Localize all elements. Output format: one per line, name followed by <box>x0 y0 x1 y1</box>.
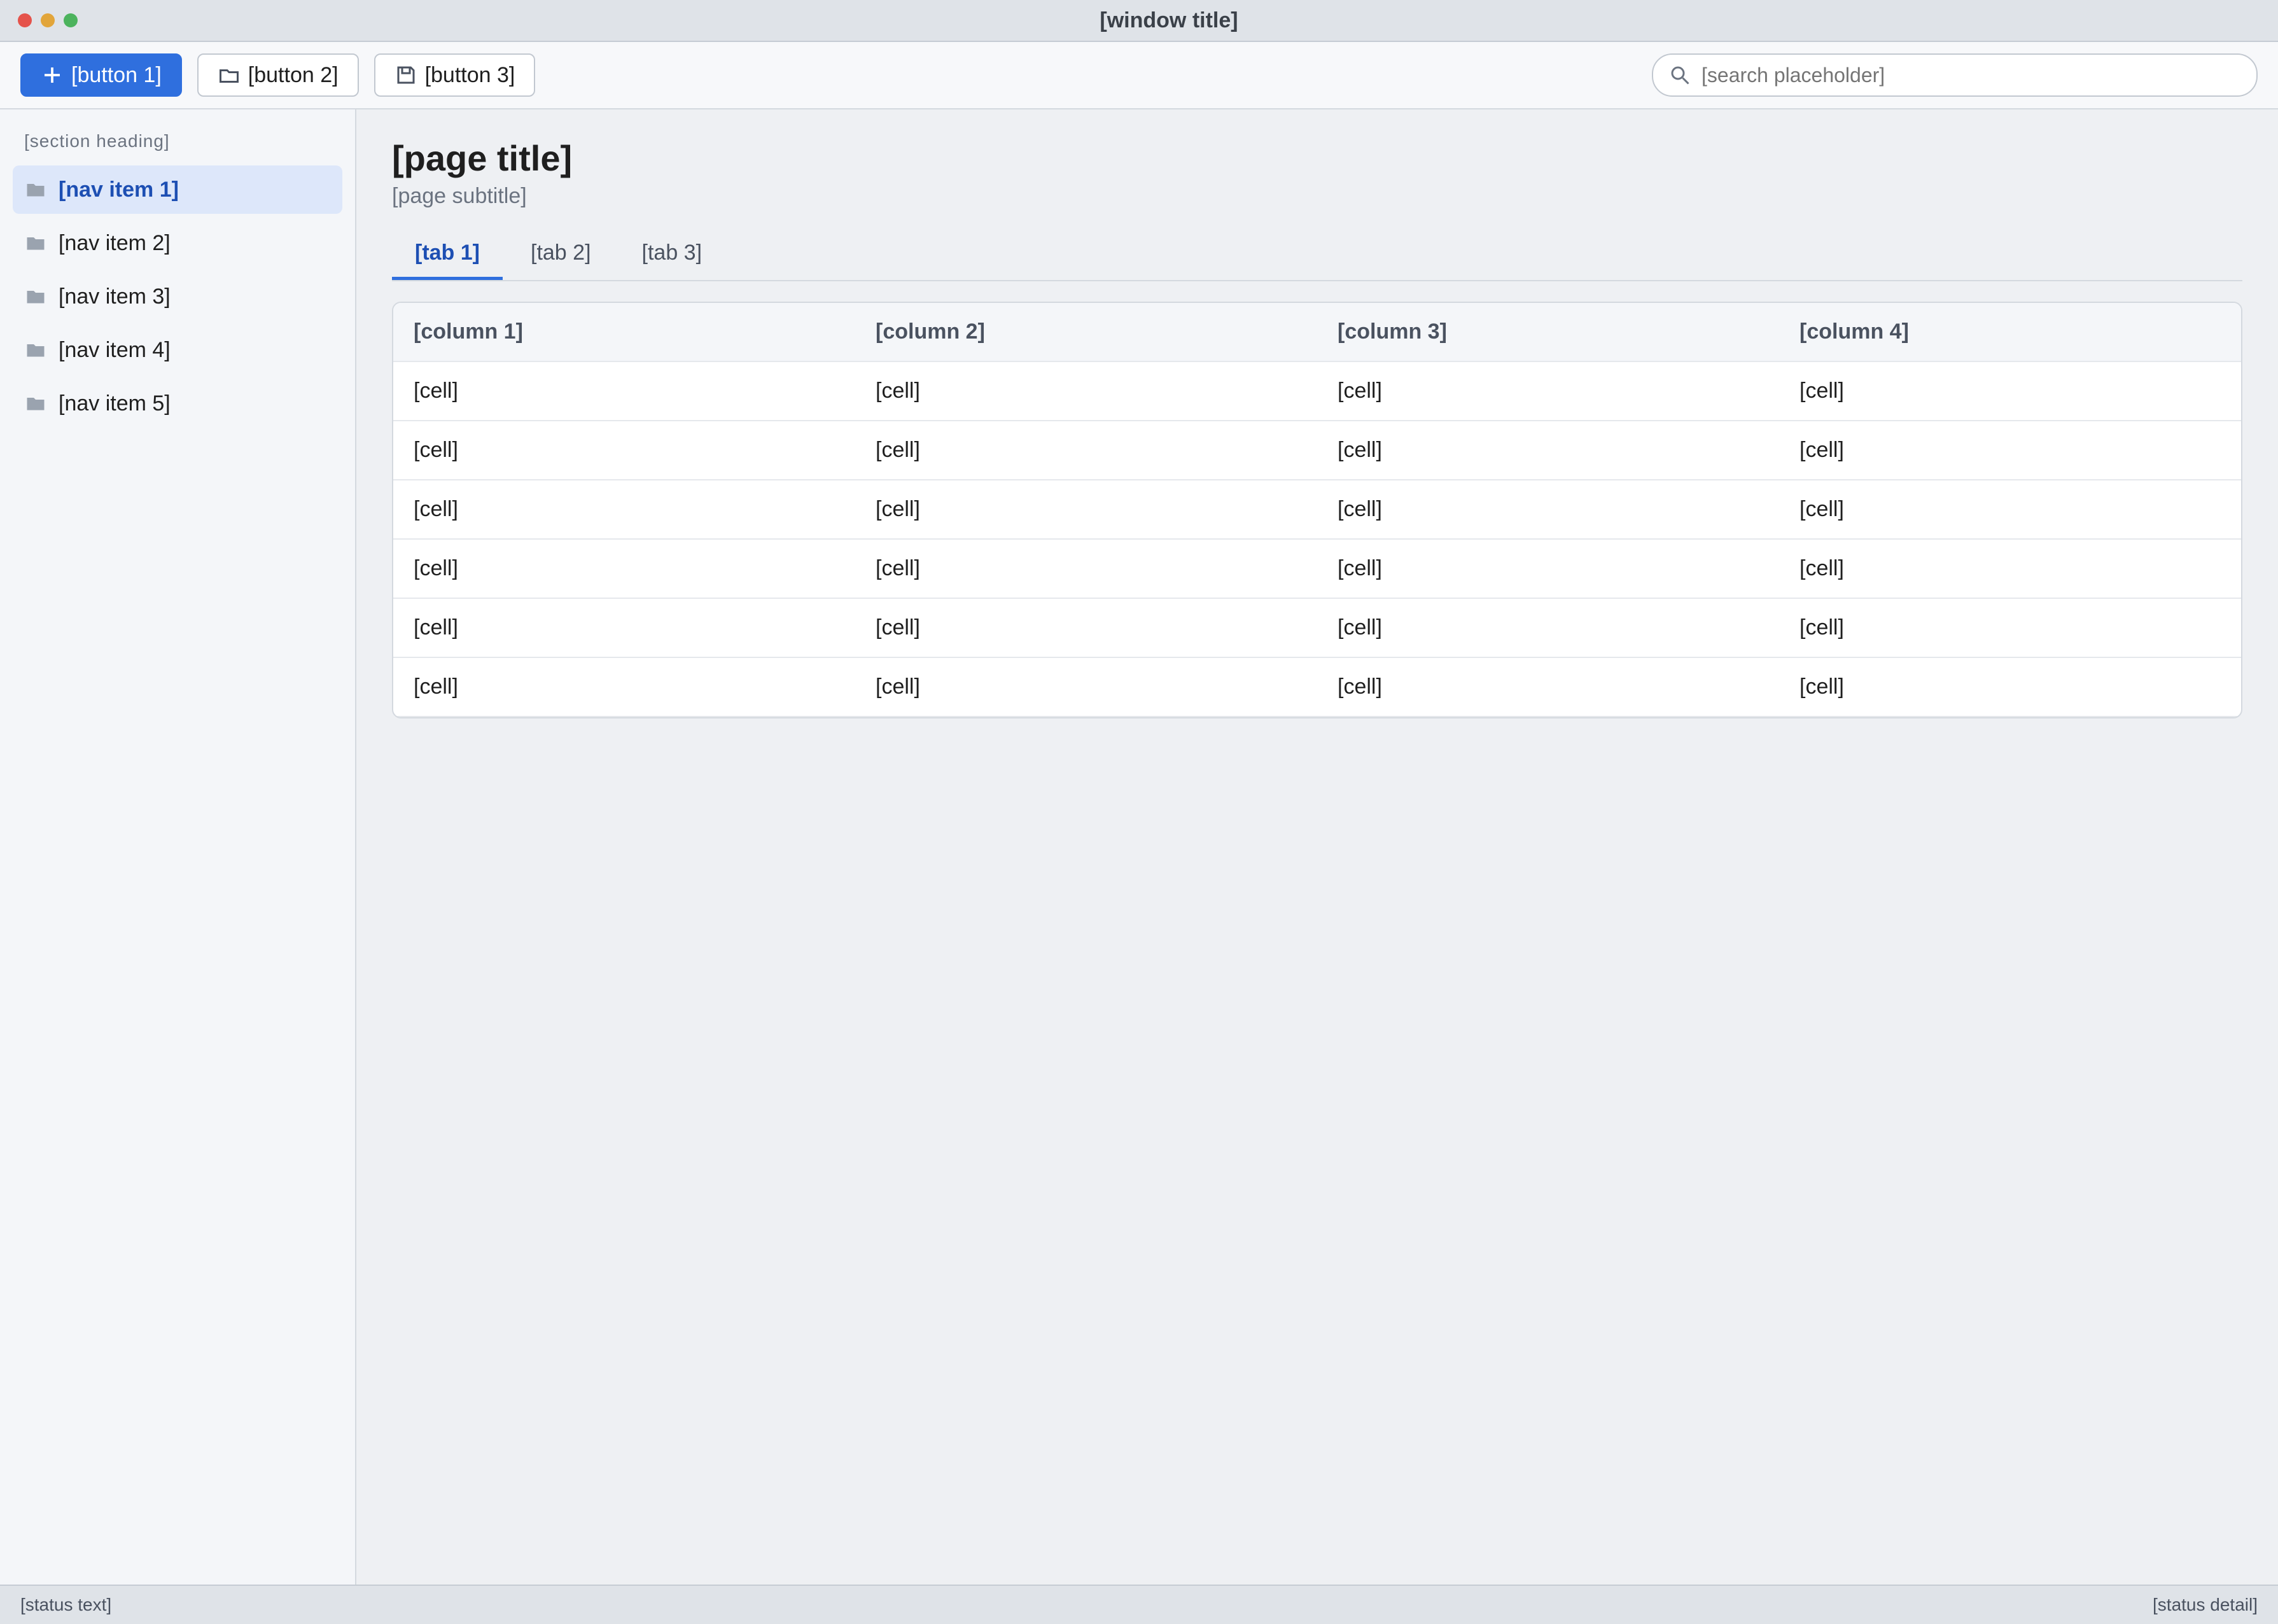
table-cell: [cell] <box>393 361 855 421</box>
table-cell: [cell] <box>393 539 855 598</box>
table-cell: [cell] <box>855 480 1317 539</box>
table-cell: [cell] <box>855 598 1317 657</box>
sidebar-item-label: [nav item 5] <box>59 391 171 416</box>
plus-icon <box>41 64 64 87</box>
table-cell: [cell] <box>1779 539 2241 598</box>
sidebar-item-1[interactable] <box>13 165 342 214</box>
column-header[interactable]: [column 4] <box>1779 303 2241 361</box>
table-header-row <box>393 303 2241 361</box>
table-cell: [cell] <box>1317 421 1779 480</box>
sidebar-item-label: [nav item 3] <box>59 284 171 309</box>
table-cell: [cell] <box>855 421 1317 480</box>
column-header[interactable]: [column 3] <box>1317 303 1779 361</box>
folder-icon <box>24 285 47 308</box>
table-cell: [cell] <box>393 421 855 480</box>
sidebar-item-label: [nav item 4] <box>59 337 171 362</box>
data-table <box>393 303 2241 717</box>
table-cell: [cell] <box>1779 421 2241 480</box>
table-row[interactable] <box>393 539 2241 598</box>
page-subtitle: [page subtitle] <box>392 184 527 208</box>
save-icon <box>395 64 417 87</box>
new-button[interactable] <box>20 53 182 97</box>
maximize-window-button[interactable] <box>64 13 78 27</box>
tab-2[interactable]: [tab 2] <box>531 241 591 265</box>
search-icon <box>1668 64 1691 87</box>
table-row[interactable] <box>393 421 2241 480</box>
table-cell: [cell] <box>1779 598 2241 657</box>
table-row[interactable] <box>393 361 2241 421</box>
main-panel <box>356 109 2278 1585</box>
table-cell: [cell] <box>1317 480 1779 539</box>
folder-icon <box>24 178 47 201</box>
open-button-label: [button 2] <box>248 62 339 87</box>
open-button[interactable] <box>197 53 359 97</box>
sidebar-item-2[interactable] <box>13 219 342 267</box>
content-area <box>0 109 2278 1585</box>
status-detail: [status detail] <box>2153 1595 2258 1614</box>
minimize-window-button[interactable] <box>41 13 55 27</box>
new-button-label: [button 1] <box>71 62 162 87</box>
save-button-label: [button 3] <box>424 62 515 87</box>
page-title: [page title] <box>392 138 573 178</box>
sidebar <box>0 109 356 1585</box>
table-cell: [cell] <box>393 657 855 717</box>
sidebar-item-label: [nav item 1] <box>59 177 179 202</box>
title-bar <box>0 0 2278 42</box>
table-cell: [cell] <box>855 539 1317 598</box>
table-cell: [cell] <box>393 598 855 657</box>
tab-bar <box>392 229 2242 281</box>
table-row[interactable] <box>393 598 2241 657</box>
save-button[interactable] <box>374 53 536 97</box>
table-cell: [cell] <box>1317 539 1779 598</box>
sidebar-heading: [section heading] <box>24 131 170 151</box>
folder-icon <box>24 392 47 415</box>
column-header[interactable]: [column 1] <box>393 303 855 361</box>
window-controls <box>18 13 78 27</box>
data-table-card <box>392 302 2242 718</box>
search-input[interactable] <box>1700 63 2241 88</box>
sidebar-item-3[interactable] <box>13 272 342 321</box>
table-row[interactable] <box>393 480 2241 539</box>
window-title: [window title] <box>1100 8 1238 32</box>
folder-open-icon <box>218 64 241 87</box>
status-bar <box>0 1585 2278 1624</box>
table-cell: [cell] <box>1317 361 1779 421</box>
table-cell: [cell] <box>393 480 855 539</box>
search-box[interactable] <box>1652 53 2258 97</box>
table-cell: [cell] <box>1779 480 2241 539</box>
table-cell: [cell] <box>1317 657 1779 717</box>
table-cell: [cell] <box>1779 657 2241 717</box>
table-cell: [cell] <box>855 657 1317 717</box>
sidebar-item-4[interactable] <box>13 326 342 374</box>
folder-icon <box>24 232 47 255</box>
status-text: [status text] <box>20 1595 112 1614</box>
table-cell: [cell] <box>1779 361 2241 421</box>
folder-icon <box>24 339 47 361</box>
sidebar-item-label: [nav item 2] <box>59 230 171 255</box>
tab-3[interactable]: [tab 3] <box>641 241 702 265</box>
close-window-button[interactable] <box>18 13 32 27</box>
table-cell: [cell] <box>1317 598 1779 657</box>
table-row[interactable] <box>393 657 2241 717</box>
toolbar <box>0 42 2278 109</box>
tab-1[interactable]: [tab 1] <box>392 229 503 280</box>
table-cell: [cell] <box>855 361 1317 421</box>
sidebar-item-5[interactable] <box>13 379 342 428</box>
column-header[interactable]: [column 2] <box>855 303 1317 361</box>
